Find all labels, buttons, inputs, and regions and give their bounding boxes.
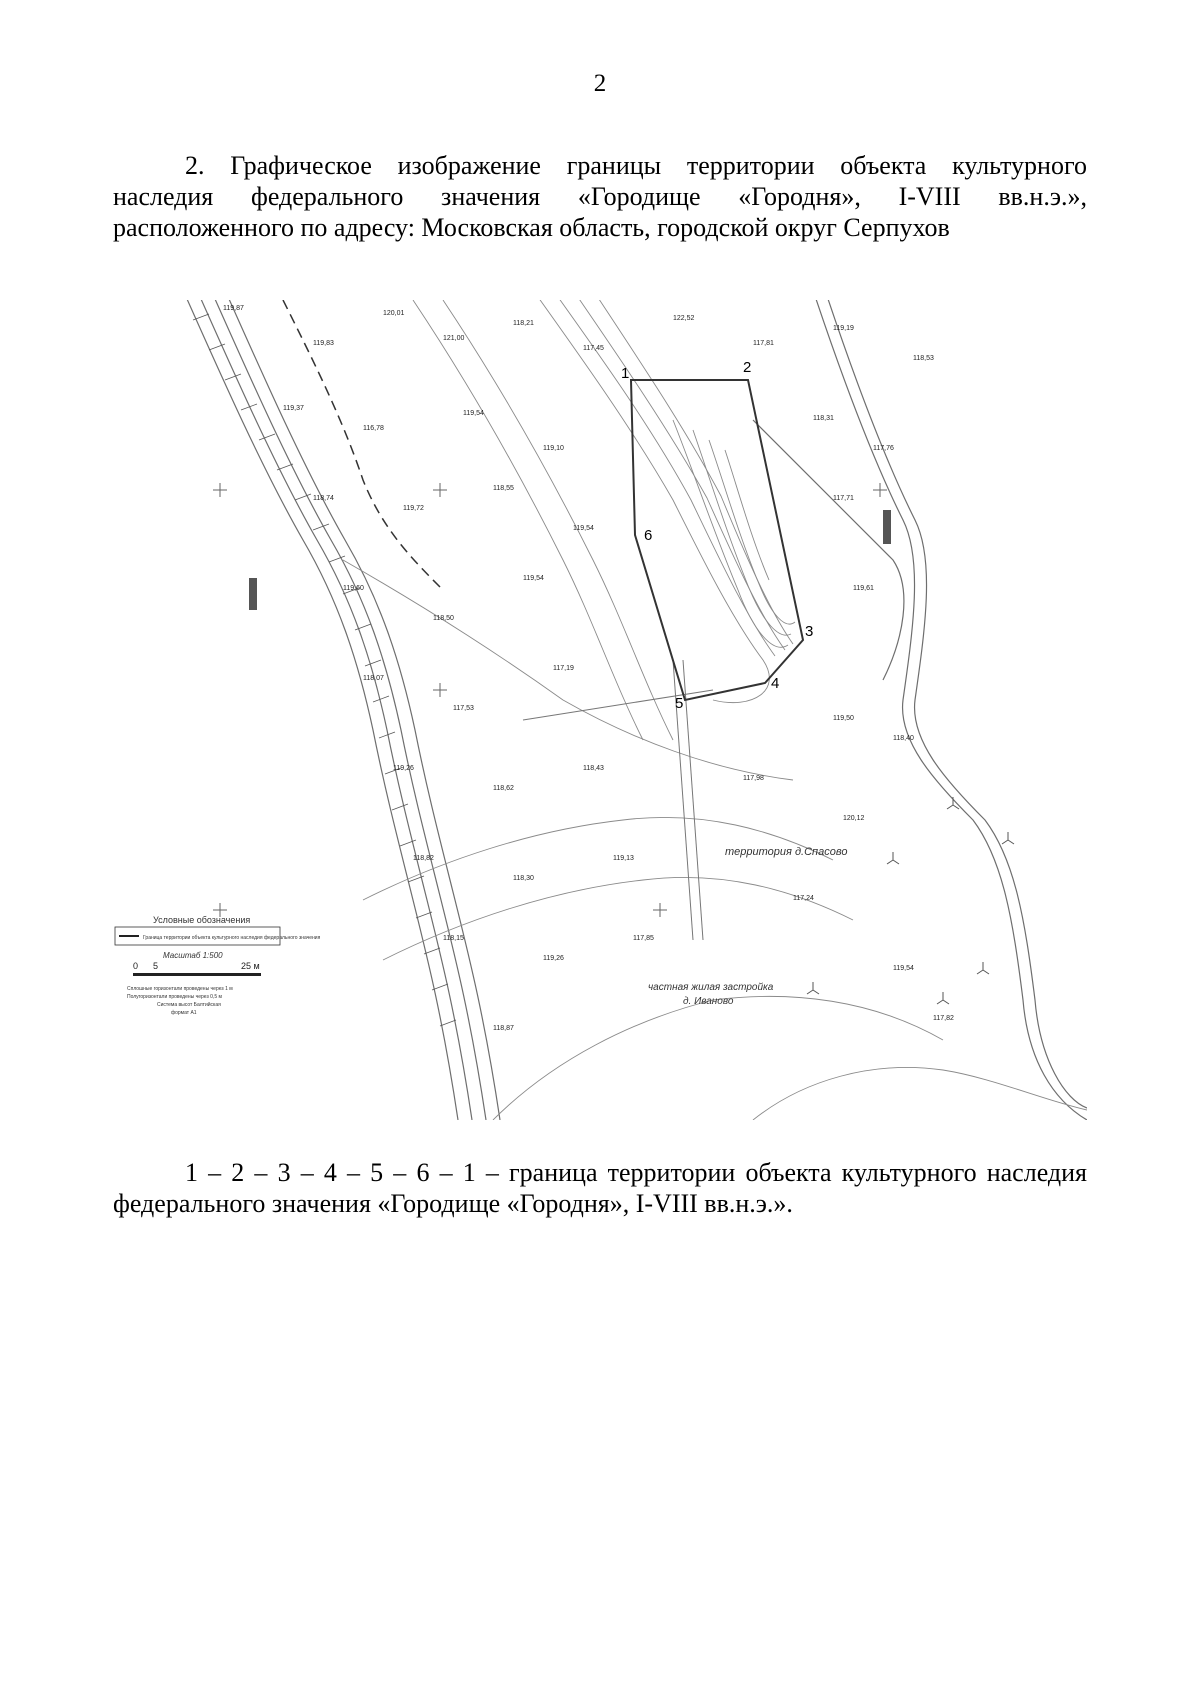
caption-line-2: федерального значения «Городище «Городня», I-VIII вв.н.э.». [113,1189,793,1218]
boundary-point-label: 5 [675,695,684,712]
legend-title: Условные обозначения [153,915,251,925]
boundary-point-label: 2 [743,359,752,376]
elevation-label: 117,53 [453,705,474,712]
heading-line-1: 2. Графическое изображение границы территории объекта культурного [185,151,1087,180]
elevation-label: 119,72 [403,505,424,512]
elevation-label: 117,82 [933,1015,954,1022]
elevation-label: 122,52 [673,315,695,322]
heading-line-3: расположенного по адресу: Московская область, городской округ Серпухов [113,213,950,242]
elevation-label: 119,54 [463,410,484,417]
page-number: 2 [593,70,607,97]
legend-note: Полугоризонтали проведены через 0,5 м [127,994,222,1000]
elevation-label: 117,85 [633,935,654,942]
elevation-label: 119,13 [613,855,634,862]
elevation-label: 117,71 [833,495,854,502]
legend-scale-tick: 25 м [241,961,260,971]
elevation-label: 118,50 [433,615,454,622]
elevation-label: 119,10 [543,445,564,452]
elevation-label: 119,19 [833,325,854,332]
elevation-label: 119,54 [893,965,914,972]
elevation-label: 120,12 [843,815,865,822]
elevation-label: 118,43 [583,765,604,772]
elevation-label: 119,26 [393,765,414,772]
elevation-label: 118,87 [493,1025,514,1032]
place-label-ivanovo-line-1: частная жилая застройка [648,982,774,993]
elevation-label: 118,53 [913,355,934,362]
elevation-label: 121,00 [443,335,465,342]
elevation-label: 118,62 [493,785,514,792]
elevation-label: 119,26 [543,955,564,962]
elevation-label: 118,21 [513,320,534,327]
elevation-label: 120,01 [383,310,405,317]
map-caption [113,1157,1087,1219]
boundary-point-label: 6 [644,527,653,544]
boundary-point-label: 1 [621,365,630,382]
legend-scale-tick: 0 [133,961,139,971]
bank-marker-left [249,578,257,610]
elevation-label: 118,55 [493,485,514,492]
place-label-spasovo: территория д.Спасово [725,846,848,858]
boundary-point-label: 4 [771,675,780,692]
bank-marker-right [883,510,891,544]
elevation-label: 118,30 [513,875,534,882]
elevation-label: 117,98 [743,775,764,782]
elevation-label: 118,31 [813,415,834,422]
section-heading [113,150,1087,243]
elevation-label: 119,54 [523,575,544,582]
elevation-label: 117,24 [793,895,814,902]
legend-scale-bar [133,973,261,976]
elevation-label: 119,87 [223,305,244,312]
legend-scale-tick: 5 [153,961,159,971]
elevation-label: 119,37 [283,405,304,412]
elevation-label: 119,54 [573,525,594,532]
elevation-label: 118,40 [893,735,914,742]
legend-note: Система высот Балтийская [157,1002,221,1008]
elevation-label: 118,15 [443,935,464,942]
caption-line-1: 1 – 2 – 3 – 4 – 5 – 6 – 1 – граница территории объекта культурного наследия [185,1158,1087,1187]
elevation-label: 119,50 [833,715,854,722]
elevation-label: 118,74 [313,495,334,502]
elevation-label: 117,81 [753,340,774,347]
elevation-label: 119,83 [313,340,334,347]
elevation-label: 119,60 [343,585,364,592]
heading-line-2: наследия федерального значения «Городище «Городня», I-VIII вв.н.э.», [113,182,1087,211]
legend-note: формат А1 [171,1010,197,1016]
legend-scale-label: Масштаб 1:500 [163,951,223,960]
elevation-label: 119,61 [853,585,874,592]
legend-note: Сплошные горизонтали проведены через 1 м [127,986,233,992]
elevation-label: 118,07 [363,675,384,682]
map-svg [113,300,1087,1120]
elevation-label: 117,19 [553,665,574,672]
elevation-label: 117,76 [873,445,894,452]
elevation-label: 118,82 [413,855,434,862]
elevation-label: 117,45 [583,345,604,352]
topographic-map [113,300,1087,1120]
elevation-label: 116,78 [363,425,384,432]
boundary-point-label: 3 [805,623,814,640]
legend-item-label: Граница территории объекта культурного наследия федерального значения [143,935,321,941]
place-label-ivanovo-line-2: д. Иваново [683,996,734,1007]
